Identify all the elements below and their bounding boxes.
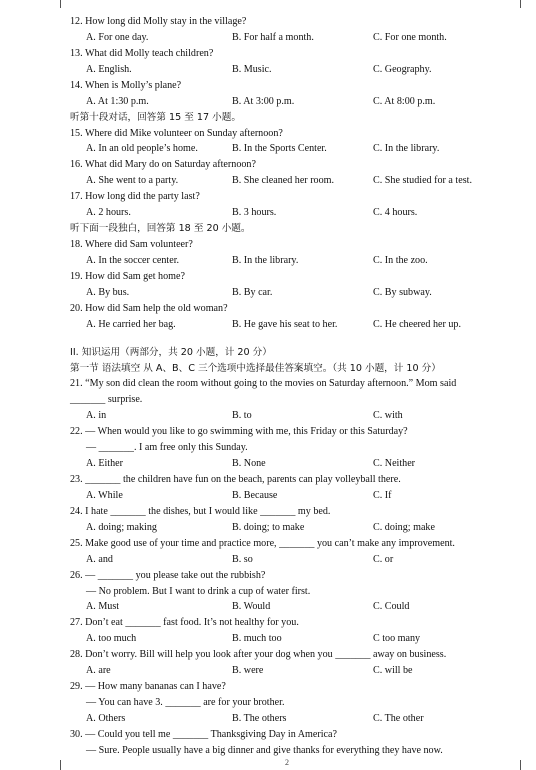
question-text: 24. I hate _______ the dishes, but I would like _______ my bed. — [70, 506, 331, 517]
option-b: B. much too — [232, 633, 282, 644]
dialogue-line: — _______. I am free only this Sunday. — [86, 442, 248, 453]
question-text: 21. “My son did clean the room without going to the movies on Saturday afternoon.” Mom said — [70, 378, 457, 389]
option-b: B. In the Sports Center. — [232, 143, 327, 154]
dialogue-line: — No problem. But I want to drink a cup of water first. — [86, 586, 311, 597]
question-text: 25. Make good use of your time and practice more, _______ you can’t make any improvement. — [70, 538, 455, 549]
option-a: A. 2 hours. — [86, 207, 131, 218]
crop-mark-top-right — [520, 0, 531, 8]
option-c: C. In the zoo. — [373, 255, 428, 266]
option-a: A. At 1:30 p.m. — [86, 96, 149, 107]
option-c: C too many — [373, 633, 421, 644]
option-c: C. At 8:00 p.m. — [373, 96, 436, 107]
page-number: 2 — [285, 758, 289, 767]
crop-mark-top-left — [50, 0, 61, 8]
option-a: A. are — [86, 665, 111, 676]
option-c: C. doing; make — [373, 522, 435, 533]
option-c: C. She studied for a test. — [373, 175, 472, 186]
question-text: 14. When is Molly’s plane? — [70, 80, 182, 91]
option-b: B. so — [232, 554, 253, 565]
option-c: C. with — [373, 410, 403, 421]
question-text: 26. — _______ you please take out the rubbish? — [70, 570, 266, 581]
option-a: A. in — [86, 410, 107, 421]
question-text: 27. Don’t eat _______ fast food. It’s not healthy for you. — [70, 617, 299, 628]
option-b: B. Music. — [232, 64, 272, 75]
option-a: A. While — [86, 490, 123, 501]
option-b: B. She cleaned her room. — [232, 175, 335, 186]
crop-mark-bottom-right — [520, 760, 531, 770]
option-a: A. English. — [86, 64, 132, 75]
option-a: A. and — [86, 554, 113, 565]
option-c: C. He cheered her up. — [373, 319, 461, 330]
option-a: A. In the soccer center. — [86, 255, 180, 266]
question-text: 22. — When would you like to go swimming with me, this Friday or this Saturday? — [70, 426, 408, 437]
option-b: B. Because — [232, 490, 278, 501]
option-a: A. Must — [86, 601, 120, 612]
option-a: A. In an old people’s home. — [86, 143, 198, 154]
question-text: 17. How long did the party last? — [70, 191, 200, 202]
option-a: A. Either — [86, 458, 123, 469]
option-c: C. or — [373, 554, 394, 565]
option-b: B. doing; to make — [232, 522, 305, 533]
question-text: 15. Where did Mike volunteer on Sunday afternoon? — [70, 128, 283, 139]
question-text: _______ surprise. — [70, 394, 143, 405]
option-a: A. By bus. — [86, 287, 130, 298]
question-text: 28. Don’t worry. Bill will help you look after your dog when you _______ away on business. — [70, 649, 447, 660]
option-b: B. He gave his seat to her. — [232, 319, 338, 330]
option-c: C. By subway. — [373, 287, 432, 298]
question-text: 13. What did Molly teach children? — [70, 48, 214, 59]
question-text: 23. _______ the children have fun on the beach, parents can play volleyball there. — [70, 474, 401, 485]
option-c: C. Geography. — [373, 64, 432, 75]
option-a: A. He carried her bag. — [86, 319, 176, 330]
option-b: B. were — [232, 665, 264, 676]
option-b: B. 3 hours. — [232, 207, 277, 218]
option-a: A. She went to a party. — [86, 175, 179, 186]
section-heading: 第一节 语法填空 从 A、B、C 三个选项中选择最佳答案填空。（共 10 小题，计 10 分） — [70, 363, 441, 374]
option-c: C. Neither — [373, 458, 416, 469]
section-heading: II. 知识运用（两部分，共 20 小题，计 20 分） — [70, 347, 272, 358]
option-a: A. Others — [86, 713, 126, 724]
option-c: C. The other — [373, 713, 424, 724]
option-c: C. In the library. — [373, 143, 440, 154]
option-c: C. 4 hours. — [373, 207, 418, 218]
dialogue-line: — Sure. People usually have a big dinner and give thanks for everything they have now. — [86, 745, 443, 756]
dialogue-line: — You can have 3. _______ are for your brother. — [86, 697, 285, 708]
question-text: 29. — How many bananas can I have? — [70, 681, 226, 692]
option-b: B. to — [232, 410, 252, 421]
option-c: C. If — [373, 490, 392, 501]
question-text: 12. How long did Molly stay in the village? — [70, 16, 247, 27]
option-b: B. By car. — [232, 287, 273, 298]
section-heading: 听第十段对话，回答第 15 至 17 小题。 — [70, 112, 241, 123]
option-a: A. doing; making — [86, 522, 157, 533]
crop-mark-bottom-left — [50, 760, 61, 770]
question-text: 30. — Could you tell me _______ Thanksgiving Day in America? — [70, 729, 337, 740]
question-text: 20. How did Sam help the old woman? — [70, 303, 228, 314]
option-c: C. For one month. — [373, 32, 447, 43]
option-b: B. At 3:00 p.m. — [232, 96, 295, 107]
question-text: 19. How did Sam get home? — [70, 271, 185, 282]
option-b: B. In the library. — [232, 255, 299, 266]
option-c: C. Could — [373, 601, 410, 612]
option-c: C. will be — [373, 665, 413, 676]
option-a: A. For one day. — [86, 32, 149, 43]
question-text: 16. What did Mary do on Saturday afternoon? — [70, 159, 256, 170]
option-a: A. too much — [86, 633, 137, 644]
option-b: B. For half a month. — [232, 32, 314, 43]
section-heading: 听下面一段独白，回答第 18 至 20 小题。 — [70, 223, 251, 234]
option-b: B. The others — [232, 713, 287, 724]
option-b: B. Would — [232, 601, 271, 612]
option-b: B. None — [232, 458, 266, 469]
question-text: 18. Where did Sam volunteer? — [70, 239, 193, 250]
